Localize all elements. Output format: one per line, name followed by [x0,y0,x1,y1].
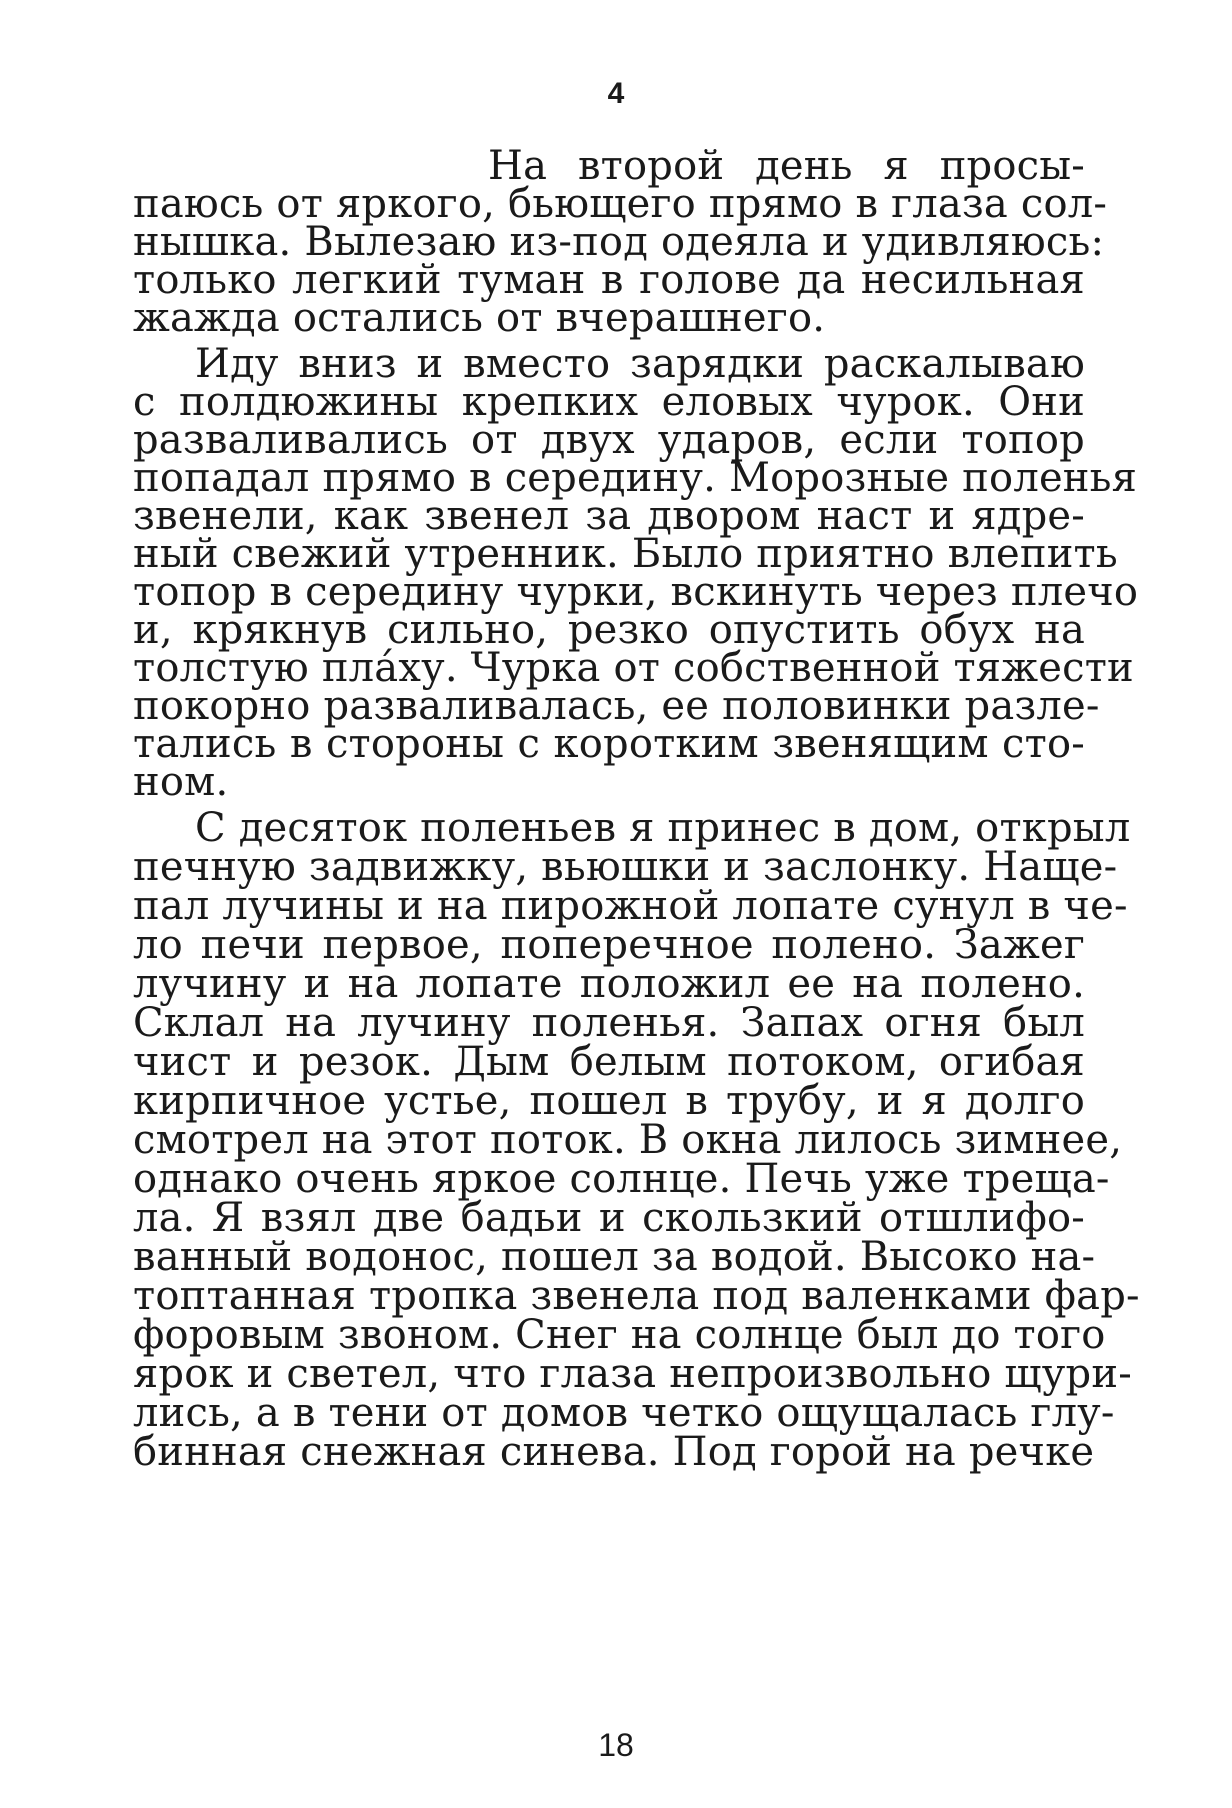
text-line: нышка. Вылезаю из-под одеяла и удивляюсь: [133,219,1105,265]
text-line: тались в стороны с коротким звенящим сто- [133,721,1085,767]
text-line: жажда остались от вчерашнего. [133,295,826,341]
text-line: с полдюжины крепких еловых чурок. Они [133,379,1085,425]
text-line: однако очень яркое солнце. Печь уже треща- [133,1156,1110,1202]
page-number: 18 [598,1727,634,1763]
text-line: ла. Я взял две бадьи и скользкий отшлифо- [133,1195,1085,1241]
text-line: и, крякнув сильно, резко опустить обух на [133,607,1085,653]
text-line: бинная снежная синева. Под горой на речке [133,1429,1095,1475]
text-line: разваливались от двух ударов, если топор [133,417,1085,463]
text-line: Склал на лучину поленья. Запах огня был [133,1000,1085,1046]
text-line: С десяток поленьев я принес в дом, открыл [195,805,1131,851]
text-line: ярок и светел, что глаза непроизвольно щури- [133,1351,1132,1397]
text-line: Иду вниз и вместо зарядки раскалываю [195,341,1085,387]
text-line: звенели, как звенел за двором наст и ядре- [133,493,1085,539]
text-line: лучину и на лопате положил ее на полено. [133,961,1085,1007]
text-line: топор в середину чурки, вскинуть через плечо [133,569,1139,615]
text-line: толстую пла́ху. Чурка от собственной тяжести [133,645,1134,691]
chapter-number: 4 [607,77,625,110]
text-line: ный свежий утренник. Было приятно влепить [133,531,1118,577]
text-line: пал лучины и на пирожной лопате сунул в че- [133,883,1128,929]
text-line: паюсь от яркого, бьющего прямо в глаза сол- [133,181,1108,227]
text-line: ванный водонос, пошел за водой. Высоко на- [133,1234,1096,1280]
text-line: попадал прямо в середину. Морозные поленья [133,455,1138,501]
text-line: покорно разваливалась, ее половинки разле- [133,683,1100,729]
text-line: только легкий туман в голове да несильная [133,257,1085,303]
text-line: На второй день я просы- [488,143,1085,189]
text-line: ном. [133,759,229,805]
text-line: смотрел на этот поток. В окна лилось зимнее, [133,1117,1123,1163]
text-line: печную задвижку, вьюшки и заслонку. Наще- [133,844,1118,890]
text-line: чист и резок. Дым белым потоком, огибая [133,1039,1085,1085]
text-line: лись, а в тени от домов четко ощущалась глу- [133,1390,1115,1436]
text-line: кирпичное устье, пошел в трубу, и я долго [133,1078,1085,1124]
text-line: ло печи первое, поперечное полено. Зажег [133,922,1085,968]
text-line: форовым звоном. Снег на солнце был до того [133,1312,1106,1358]
text-line: топтанная тропка звенела под валенками фар- [133,1273,1140,1319]
